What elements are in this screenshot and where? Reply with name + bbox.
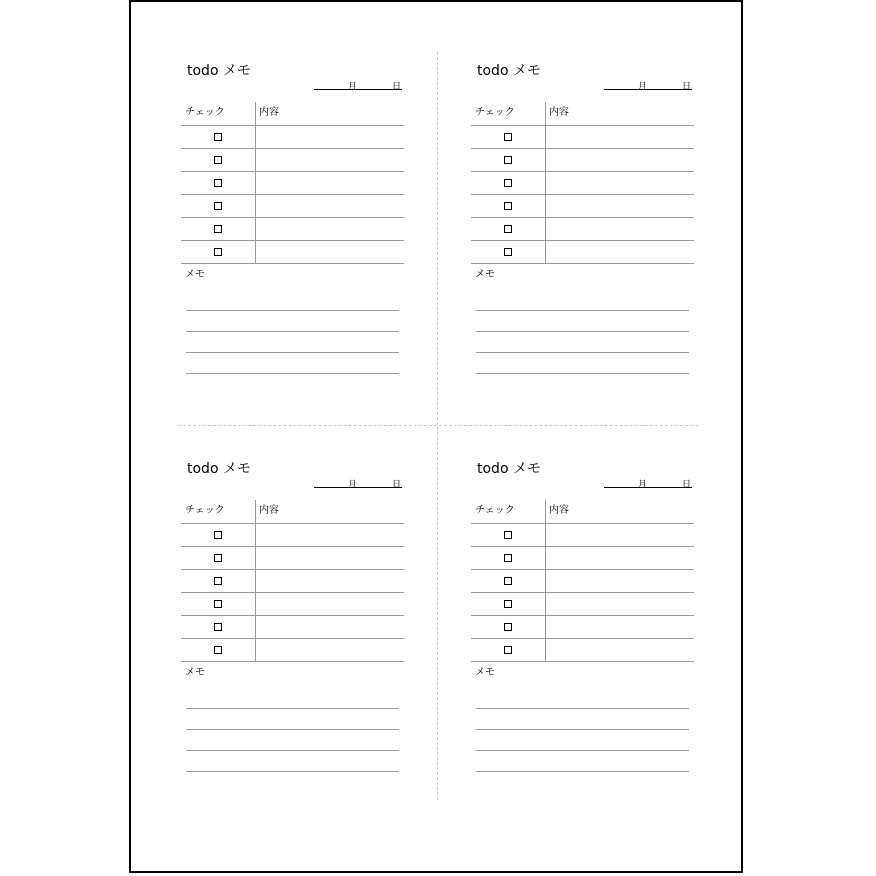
row-line xyxy=(181,263,404,264)
month-label: 月 xyxy=(638,82,648,92)
task-checkbox[interactable] xyxy=(504,179,512,187)
memo-label: メモ xyxy=(185,269,205,280)
card-title: todo メモ xyxy=(187,461,251,477)
task-checkbox[interactable] xyxy=(504,554,512,562)
task-checkbox[interactable] xyxy=(504,248,512,256)
todo-memo-card xyxy=(471,56,693,386)
memo-label: メモ xyxy=(185,667,205,678)
memo-label: メモ xyxy=(475,667,495,678)
row-line xyxy=(471,638,694,639)
row-line xyxy=(471,217,694,218)
month-label: 月 xyxy=(348,82,358,92)
memo-line xyxy=(186,331,399,332)
task-checkbox[interactable] xyxy=(504,133,512,141)
row-line xyxy=(471,569,694,570)
memo-line xyxy=(186,750,399,751)
task-checkbox[interactable] xyxy=(214,179,222,187)
row-line xyxy=(471,263,694,264)
day-label: 日 xyxy=(392,82,402,92)
row-line xyxy=(471,615,694,616)
task-checkbox[interactable] xyxy=(504,623,512,631)
check-column-header: チェック xyxy=(475,107,515,118)
date-line xyxy=(604,487,692,488)
card-title: todo メモ xyxy=(187,63,251,79)
row-line xyxy=(181,125,404,126)
row-line xyxy=(471,240,694,241)
row-line xyxy=(181,592,404,593)
row-line xyxy=(181,194,404,195)
todo-memo-card xyxy=(181,454,403,784)
content-column-header: 内容 xyxy=(259,107,279,118)
memo-line xyxy=(186,729,399,730)
task-checkbox[interactable] xyxy=(504,156,512,164)
day-label: 日 xyxy=(682,480,692,490)
column-separator xyxy=(255,102,256,263)
task-checkbox[interactable] xyxy=(214,577,222,585)
task-checkbox[interactable] xyxy=(504,600,512,608)
date-line xyxy=(314,487,402,488)
memo-line xyxy=(476,352,689,353)
row-line xyxy=(471,194,694,195)
task-checkbox[interactable] xyxy=(214,202,222,210)
content-column-header: 内容 xyxy=(549,107,569,118)
card-title: todo メモ xyxy=(477,461,541,477)
task-checkbox[interactable] xyxy=(504,202,512,210)
date-line xyxy=(314,89,402,90)
memo-line xyxy=(476,373,689,374)
memo-line xyxy=(186,373,399,374)
date-line xyxy=(604,89,692,90)
column-separator xyxy=(255,500,256,661)
task-checkbox[interactable] xyxy=(504,646,512,654)
row-line xyxy=(181,171,404,172)
row-line xyxy=(471,148,694,149)
check-column-header: チェック xyxy=(185,107,225,118)
month-label: 月 xyxy=(638,480,648,490)
row-line xyxy=(181,569,404,570)
task-checkbox[interactable] xyxy=(214,133,222,141)
memo-line xyxy=(186,771,399,772)
row-line xyxy=(471,661,694,662)
row-line xyxy=(181,661,404,662)
task-checkbox[interactable] xyxy=(214,600,222,608)
task-checkbox[interactable] xyxy=(214,623,222,631)
column-separator xyxy=(545,500,546,661)
row-line xyxy=(471,546,694,547)
task-checkbox[interactable] xyxy=(504,577,512,585)
check-column-header: チェック xyxy=(475,505,515,516)
vertical-cut-line xyxy=(437,52,438,800)
task-checkbox[interactable] xyxy=(214,646,222,654)
memo-line xyxy=(476,750,689,751)
row-line xyxy=(181,615,404,616)
row-line xyxy=(181,523,404,524)
row-line xyxy=(471,592,694,593)
memo-line xyxy=(476,310,689,311)
task-checkbox[interactable] xyxy=(214,531,222,539)
day-label: 日 xyxy=(392,480,402,490)
memo-line xyxy=(186,310,399,311)
memo-line xyxy=(476,331,689,332)
content-column-header: 内容 xyxy=(259,505,279,516)
row-line xyxy=(181,217,404,218)
memo-label: メモ xyxy=(475,269,495,280)
column-separator xyxy=(545,102,546,263)
memo-line xyxy=(476,708,689,709)
row-line xyxy=(471,523,694,524)
row-line xyxy=(471,125,694,126)
row-line xyxy=(471,171,694,172)
memo-line xyxy=(186,352,399,353)
card-title: todo メモ xyxy=(477,63,541,79)
check-column-header: チェック xyxy=(185,505,225,516)
row-line xyxy=(181,546,404,547)
todo-memo-card xyxy=(471,454,693,784)
row-line xyxy=(181,638,404,639)
task-checkbox[interactable] xyxy=(504,531,512,539)
task-checkbox[interactable] xyxy=(214,248,222,256)
todo-memo-card xyxy=(181,56,403,386)
row-line xyxy=(181,148,404,149)
horizontal-cut-line xyxy=(178,425,698,426)
task-checkbox[interactable] xyxy=(214,225,222,233)
memo-line xyxy=(186,708,399,709)
content-column-header: 内容 xyxy=(549,505,569,516)
memo-line xyxy=(476,729,689,730)
memo-line xyxy=(476,771,689,772)
row-line xyxy=(181,240,404,241)
task-checkbox[interactable] xyxy=(504,225,512,233)
task-checkbox[interactable] xyxy=(214,554,222,562)
task-checkbox[interactable] xyxy=(214,156,222,164)
month-label: 月 xyxy=(348,480,358,490)
day-label: 日 xyxy=(682,82,692,92)
